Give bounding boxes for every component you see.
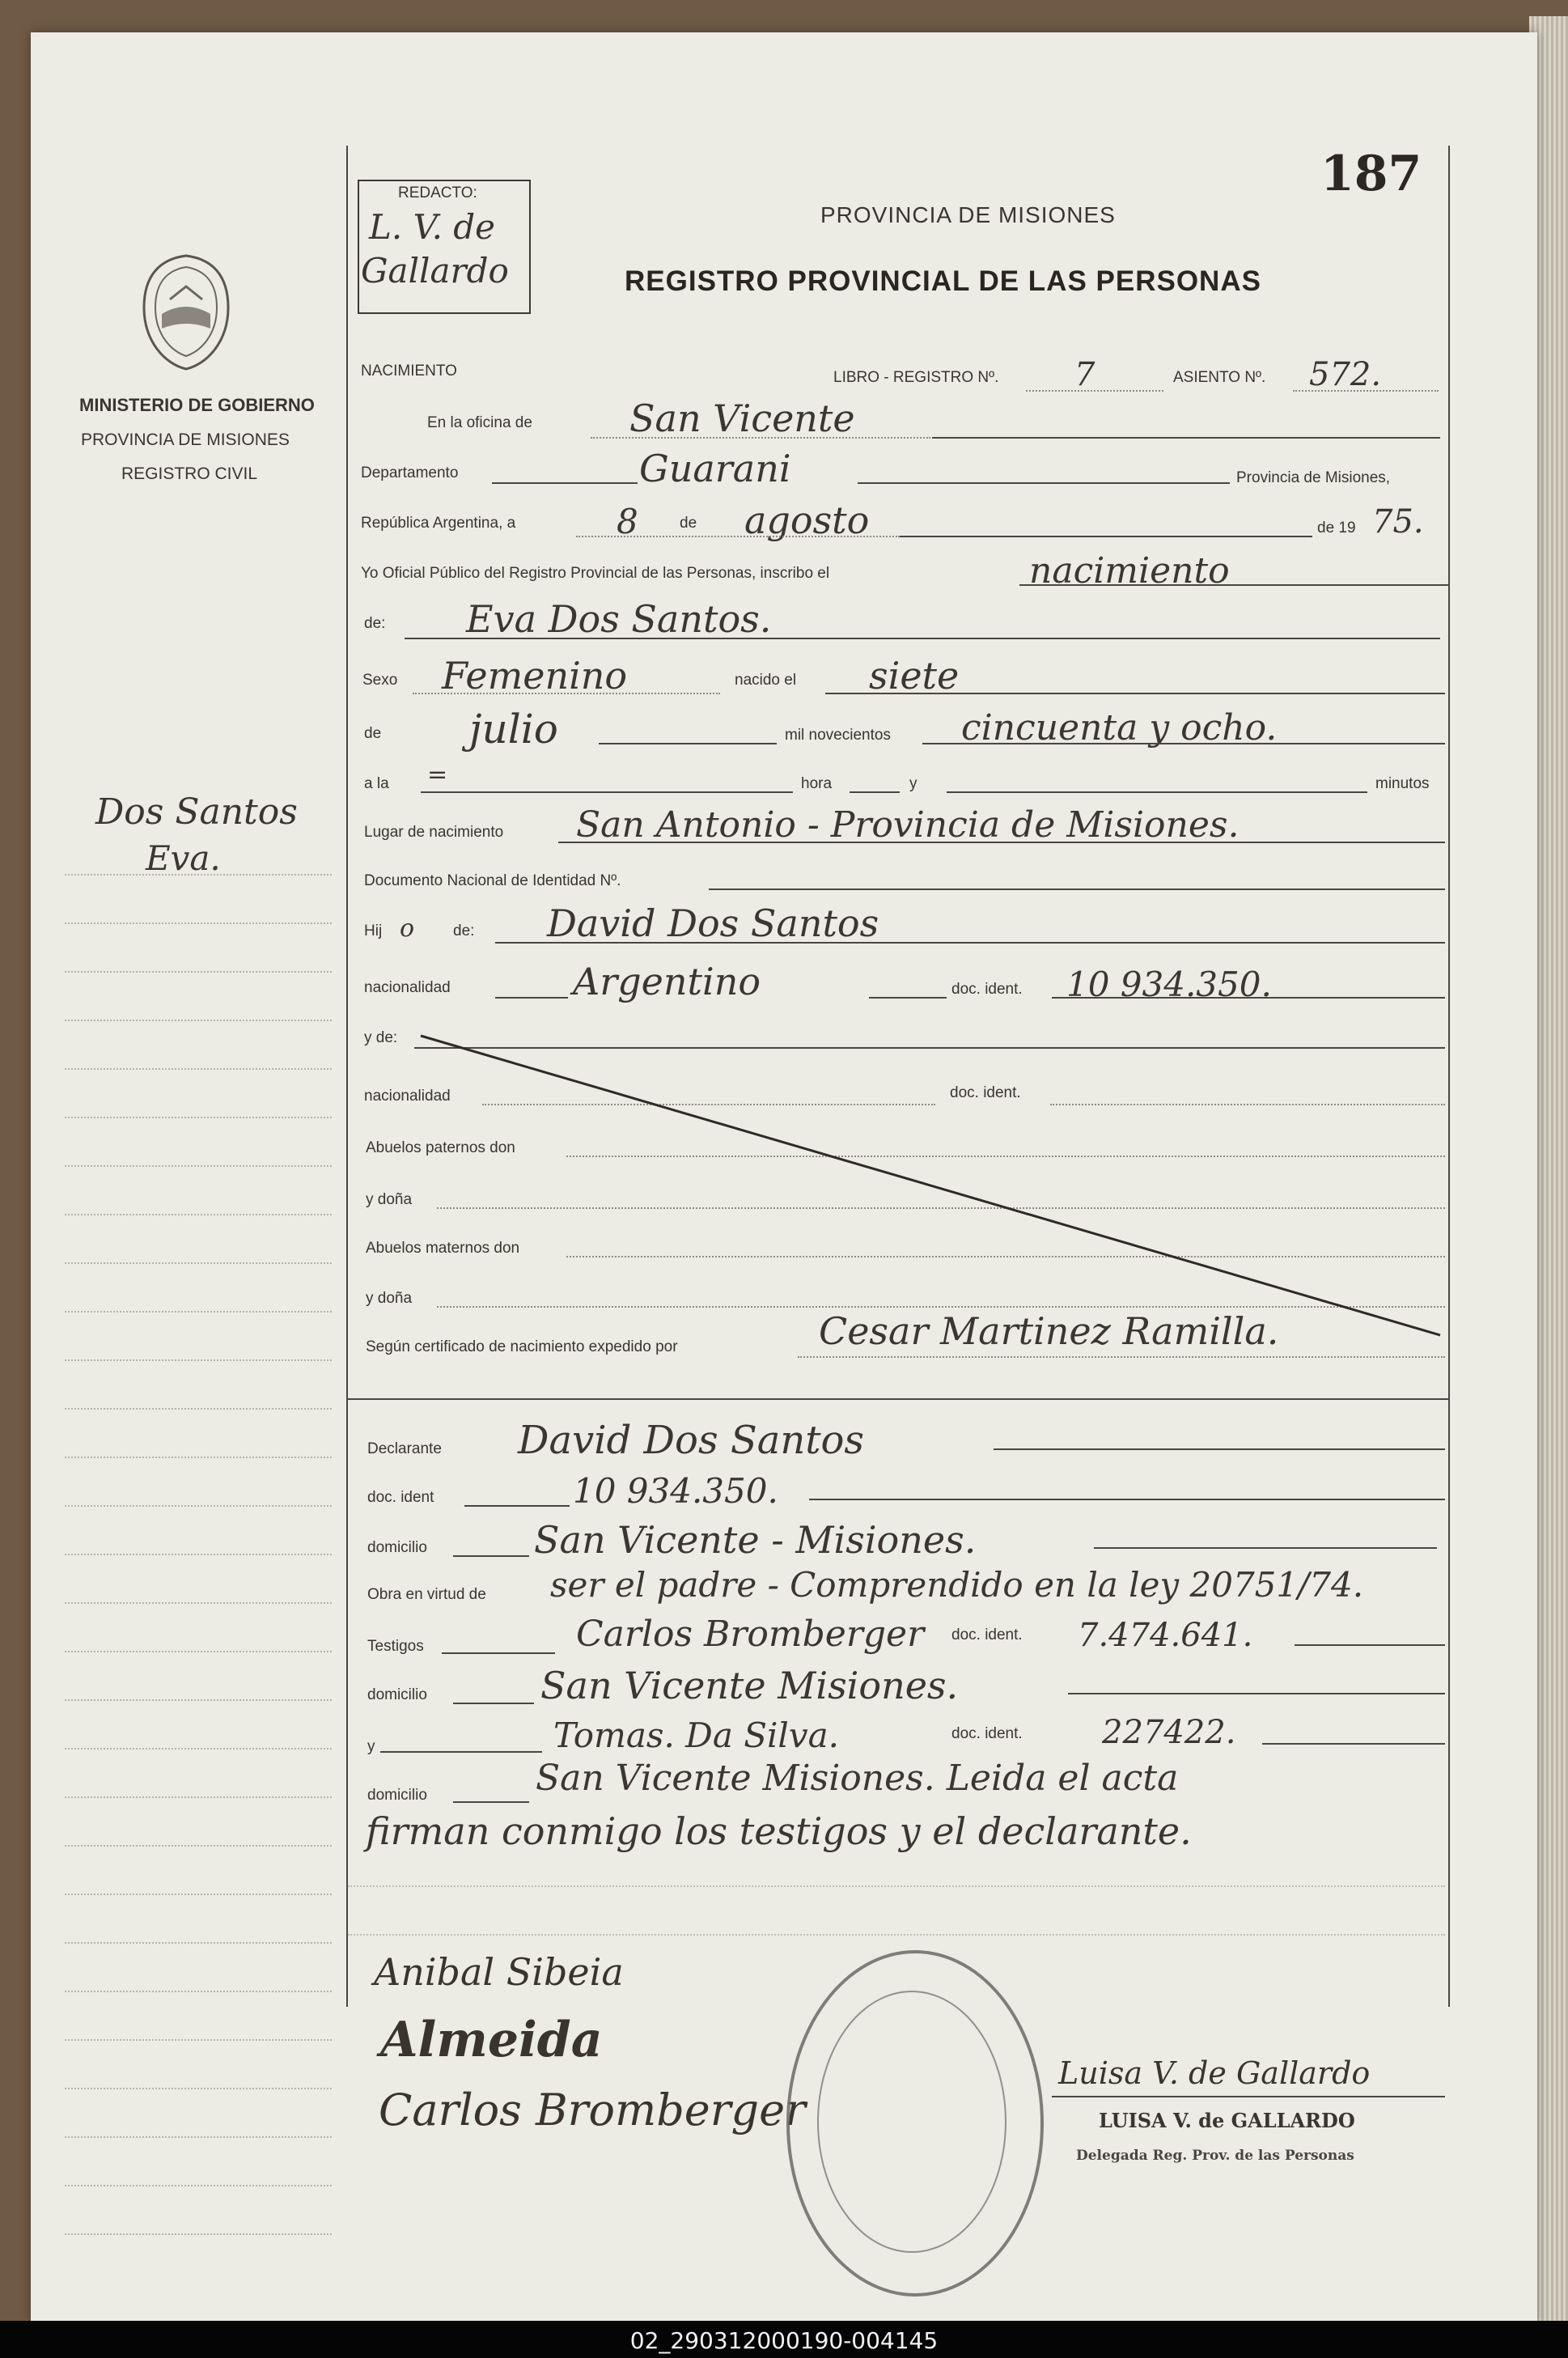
declarante-value: David Dos Santos (518, 1418, 865, 1463)
nombre-value: Eva Dos Santos. (466, 597, 772, 641)
margin-note-surname: Dos Santos (95, 791, 298, 833)
nacimiento-label: NACIMIENTO (361, 363, 457, 380)
y-de-label: y de: (364, 1029, 398, 1046)
asiento-value: 572. (1309, 356, 1382, 393)
oficina-value: San Vicente (629, 397, 855, 440)
y-label: y (909, 775, 917, 792)
signature-1: Anibal Sibeia (374, 1950, 624, 1994)
mil-label: mil novecientos (785, 727, 891, 744)
nacido-label: nacido el (735, 672, 797, 689)
y-testigo-label: y (367, 1738, 375, 1755)
mes-value: agosto (744, 498, 870, 542)
ala-value: = (427, 761, 448, 789)
redacto-line2: Gallardo (361, 251, 509, 291)
testigo2-value: Tomas. Da Silva. (553, 1715, 839, 1755)
oficina-label: En la oficina de (427, 414, 532, 431)
obra-label: Obra en virtud de (367, 1586, 486, 1603)
redacto-label: REDACTO: (398, 184, 477, 201)
nacionalidad2-label: nacionalidad (364, 1088, 451, 1105)
dni-label: Documento Nacional de Identidad Nº. (364, 872, 621, 889)
republica-label: República Argentina, a (361, 515, 516, 532)
ala-label: a la (364, 775, 389, 792)
hora-label: hora (801, 775, 833, 792)
domicilio3-label: domicilio (367, 1787, 427, 1804)
yo-oficial-value: nacimiento (1029, 550, 1230, 592)
nacido-value: siete (869, 654, 960, 698)
domicilio2-label: domicilio (367, 1686, 427, 1703)
anio-nac-value: cincuenta y ocho. (961, 707, 1278, 749)
testigos-label: Testigos (367, 1638, 424, 1655)
abuelos-paternos-label: Abuelos paternos don (366, 1139, 515, 1156)
official-title: Delegada Reg. Prov. de las Personas (1076, 2148, 1354, 2164)
testigo1-doc-label: doc. ident. (951, 1626, 1023, 1643)
mes-nac-value: julio (469, 706, 558, 753)
nacionalidad-label: nacionalidad (364, 979, 451, 996)
cross-out-stroke (405, 1028, 1448, 1343)
provincial-seal-icon (138, 251, 235, 372)
doc-ident-label: doc. ident. (951, 981, 1023, 998)
anio-value: 75. (1372, 503, 1424, 541)
abuelos-maternos-label: Abuelos maternos don (366, 1240, 520, 1257)
margin-note-name: Eva. (146, 838, 221, 878)
libro-label: LIBRO - REGISTRO Nº. (833, 369, 999, 386)
y-dona-label: y doña (366, 1191, 413, 1208)
de-mes-label: de (364, 725, 382, 742)
domicilio-decl-value: San Vicente - Misiones. (534, 1518, 977, 1562)
departamento-value: Guarani (639, 447, 791, 490)
provincia-misiones-label: Provincia de Misiones, (1236, 469, 1391, 486)
hijo-suffix: o (400, 914, 415, 943)
certificado-label: Según certificado de nacimiento expedido por (366, 1338, 678, 1355)
domicilio3-value: San Vicente Misiones. Leida el acta (536, 1758, 1179, 1799)
certificado-value: Cesar Martinez Ramilla. (819, 1309, 1279, 1353)
doc-ident-decl-label: doc. ident (367, 1489, 434, 1506)
dia-value: 8 (617, 502, 638, 541)
lugar-label: Lugar de nacimiento (364, 824, 504, 841)
obra-value: ser el padre - Comprendido en la ley 20751/74. (550, 1565, 1364, 1605)
de-label: de (680, 515, 697, 532)
hijo-de-label: de: (453, 922, 475, 939)
official-signature: Luisa V. de Gallardo (1058, 2055, 1371, 2091)
domicilio-decl-label: domicilio (367, 1539, 427, 1556)
signature-3: Carlos Bromberger (379, 2084, 806, 2135)
hijo-label: Hij (364, 922, 383, 939)
de-nombre-label: de: (364, 615, 386, 632)
signature-2: Almeida (380, 2012, 603, 2068)
ministry-registry: REGISTRO CIVIL (121, 464, 258, 483)
minutos-label: minutos (1375, 775, 1430, 792)
testigo1-value: Carlos Bromberger (576, 1614, 925, 1655)
header-registry: REGISTRO PROVINCIAL DE LAS PERSONAS (625, 265, 1261, 297)
redacto-line1: L. V. de (369, 207, 496, 247)
padre-value: David Dos Santos (547, 901, 879, 945)
doc-ident-value: 10 934.350. (1066, 965, 1272, 1004)
doc-ident-decl-value: 10 934.350. (573, 1471, 778, 1511)
anio-label: de 19 (1317, 520, 1356, 536)
page-number: 187 (1320, 146, 1422, 202)
testigo1-doc-value: 7.474.641. (1078, 1617, 1253, 1654)
lugar-value: San Antonio - Provincia de Misiones. (576, 804, 1240, 846)
asiento-label: ASIENTO Nº. (1173, 369, 1266, 386)
file-id: 02_290312000190-004145 (629, 2327, 939, 2354)
official-name: LUISA V. de GALLARDO (1099, 2109, 1355, 2132)
declarante-label: Declarante (367, 1440, 442, 1457)
yo-oficial-label: Yo Oficial Público del Registro Provincial de las Personas, inscribo el (361, 565, 830, 582)
libro-value: 7 (1074, 356, 1095, 393)
domicilio2-value: San Vicente Misiones. (540, 1664, 959, 1707)
sexo-label: Sexo (362, 672, 398, 689)
testigo2-doc-value: 227422. (1102, 1714, 1236, 1751)
sexo-value: Femenino (442, 654, 628, 698)
header-province: PROVINCIA DE MISIONES (820, 202, 1116, 227)
registry-stamp-inner (817, 1991, 1006, 2253)
doc-ident2-label: doc. ident. (950, 1084, 1021, 1101)
departamento-label: Departamento (361, 464, 459, 481)
y-dona2-label: y doña (366, 1290, 413, 1307)
nacionalidad-value: Argentino (573, 960, 761, 1003)
ministry-province: PROVINCIA DE MISIONES (81, 430, 290, 449)
testigo2-doc-label: doc. ident. (951, 1725, 1023, 1742)
cierre-value: firman conmigo los testigos y el declarante. (366, 1809, 1192, 1853)
ministry-title: MINISTERIO DE GOBIERNO (79, 395, 315, 415)
